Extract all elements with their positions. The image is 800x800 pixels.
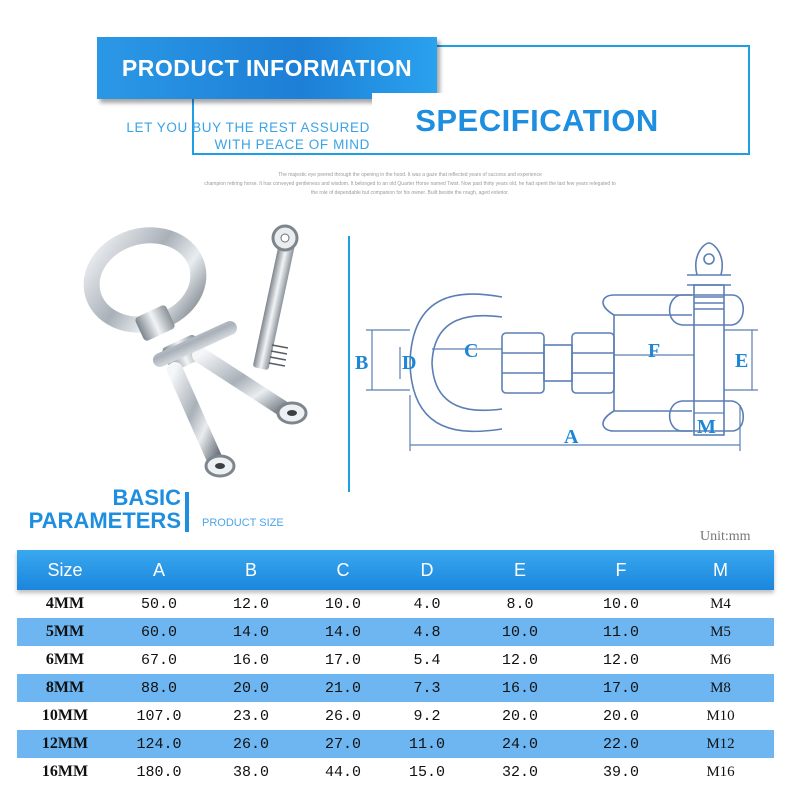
table-row	[17, 702, 774, 730]
size-cell: 6MM	[45, 651, 85, 668]
value-cell: 4.8	[413, 623, 441, 641]
basic-parameters-title-line1: BASIC	[112, 485, 181, 510]
header-b: B	[244, 559, 257, 580]
value-cell: 7.3	[413, 679, 441, 697]
value-cell: 32.0	[501, 763, 538, 781]
value-cell: 16.0	[232, 651, 269, 669]
value-cell: 11.0	[408, 735, 445, 753]
fine-print-3: the role of dependable but companion for his owner. Built beside the rough, aged exterior.	[311, 190, 509, 196]
fine-print-1: The majestic eye peered through the opening in the hood. It was a gaze that reflected years of success and experience	[278, 172, 542, 178]
product-size-subtitle: PRODUCT SIZE	[202, 517, 284, 529]
header-m: M	[713, 559, 728, 580]
value-cell: M12	[706, 735, 735, 752]
section-divider	[348, 236, 350, 492]
table-row	[17, 758, 774, 786]
value-cell: 20.0	[501, 707, 538, 725]
size-cell: 5MM	[45, 623, 85, 640]
table-row	[17, 646, 774, 674]
header-e: E	[513, 559, 526, 580]
header-d: D	[420, 559, 434, 580]
size-cell: 16MM	[41, 763, 89, 780]
value-cell: 15.0	[408, 763, 445, 781]
value-cell: 4.0	[413, 595, 441, 613]
value-cell: 23.0	[232, 707, 269, 725]
specification-banner	[372, 93, 702, 149]
value-cell: 8.0	[506, 595, 534, 613]
value-cell: 5.4	[413, 651, 441, 669]
value-cell: 14.0	[324, 623, 361, 641]
value-cell: 14.0	[232, 623, 269, 641]
tagline-line1: LET YOU BUY THE REST ASSURED	[126, 120, 370, 135]
value-cell: 10.0	[501, 623, 538, 641]
value-cell: 107.0	[136, 707, 182, 725]
value-cell: 12.0	[501, 651, 538, 669]
unit-label: Unit:mm	[700, 529, 751, 544]
header-a: A	[152, 559, 165, 580]
dim-label-a: A	[564, 426, 579, 448]
header-c: C	[336, 559, 350, 580]
value-cell: 50.0	[140, 595, 177, 613]
value-cell: 12.0	[232, 595, 269, 613]
table-body	[17, 590, 774, 786]
value-cell: M5	[710, 623, 731, 640]
value-cell: 180.0	[136, 763, 182, 781]
value-cell: M16	[706, 763, 735, 780]
product-photo	[80, 210, 340, 490]
value-cell: 21.0	[324, 679, 361, 697]
value-cell: 10.0	[602, 595, 639, 613]
title-accent-bar	[185, 492, 189, 532]
basic-parameters-title-line2: PARAMETERS	[28, 508, 181, 533]
value-cell: 17.0	[324, 651, 361, 669]
value-cell: 124.0	[136, 735, 182, 753]
value-cell: 44.0	[324, 763, 361, 781]
header-size: Size	[47, 559, 83, 580]
value-cell: M6	[710, 651, 731, 668]
value-cell: 88.0	[140, 679, 177, 697]
header-f: F	[615, 559, 627, 580]
value-cell: M10	[706, 707, 735, 724]
value-cell: M4	[710, 595, 731, 612]
size-cell: 10MM	[41, 707, 89, 724]
table-row	[17, 674, 774, 702]
product-information-title: PRODUCT INFORMATION	[121, 55, 413, 81]
value-cell: 12.0	[602, 651, 639, 669]
specification-title: SPECIFICATION	[415, 103, 659, 138]
dim-label-f: F	[648, 340, 661, 362]
value-cell: 10.0	[324, 595, 361, 613]
table-row	[17, 590, 774, 618]
value-cell: 17.0	[602, 679, 639, 697]
value-cell: 24.0	[501, 735, 538, 753]
size-cell: 12MM	[41, 735, 89, 752]
value-cell: 27.0	[324, 735, 361, 753]
table-row	[17, 618, 774, 646]
tagline-line2: WITH PEACE OF MIND	[214, 137, 370, 152]
size-table	[17, 550, 774, 786]
dim-label-d: D	[402, 352, 417, 374]
value-cell: 60.0	[140, 623, 177, 641]
table-row	[17, 730, 774, 758]
value-cell: 67.0	[140, 651, 177, 669]
value-cell: 20.0	[602, 707, 639, 725]
value-cell: 26.0	[232, 735, 269, 753]
value-cell: 39.0	[602, 763, 639, 781]
value-cell: 16.0	[501, 679, 538, 697]
size-cell: 8MM	[45, 679, 85, 696]
value-cell: 26.0	[324, 707, 361, 725]
value-cell: 22.0	[602, 735, 639, 753]
table-header	[17, 550, 774, 590]
dim-label-e: E	[735, 350, 749, 372]
value-cell: 38.0	[232, 763, 269, 781]
dimension-drawing	[352, 235, 772, 465]
product-information-banner	[97, 37, 437, 99]
dim-label-b: B	[355, 352, 369, 374]
value-cell: 11.0	[602, 623, 639, 641]
size-cell: 4MM	[45, 595, 85, 612]
value-cell: 20.0	[232, 679, 269, 697]
value-cell: 9.2	[413, 707, 441, 725]
fine-print-2: champion retiring horse. It has conveyed gentleness and wisdom. It belonged to an old Quarter Horse named Twist. Now past thirty years old, he had spent the last few years relegated to	[204, 181, 616, 187]
value-cell: M8	[710, 679, 731, 696]
dim-label-m: M	[697, 416, 716, 438]
dim-label-c: C	[464, 340, 479, 362]
